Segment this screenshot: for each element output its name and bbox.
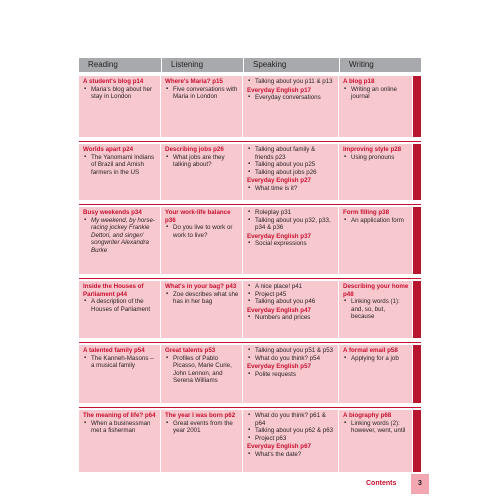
speaking-item: ▪ Talking about you p25 bbox=[247, 161, 335, 169]
everyday-english-item: ▪ What time is it? bbox=[247, 185, 335, 193]
row-divider bbox=[79, 278, 421, 279]
header-writing: Writing bbox=[339, 58, 421, 72]
unit-row-4 bbox=[79, 281, 421, 338]
listening-bullet: ▪ Profiles of Pablo Picasso, Marie Curie, John Lennon, and Serena Williams bbox=[165, 355, 239, 385]
speaking-item: ▪ Talking about you p32, p33, p34 & p36 bbox=[247, 217, 335, 232]
header-listening: Listening bbox=[161, 58, 243, 72]
writing-bullet: ▪ Linking words (1): and, so, but, because bbox=[343, 298, 409, 321]
listening-cell bbox=[161, 144, 243, 200]
header-reading: Reading bbox=[79, 58, 161, 72]
listening-title: Your work-life balance p36 bbox=[165, 209, 231, 224]
writing-cell bbox=[339, 281, 413, 338]
reading-cell bbox=[79, 281, 161, 338]
speaking-item: ▪ Talking about you p51 & p53 bbox=[247, 347, 335, 355]
everyday-english-item: ▪ What's the date? bbox=[247, 451, 335, 459]
unit-color-bar bbox=[413, 76, 421, 137]
everyday-english-item: ▪ Everyday conversations bbox=[247, 94, 335, 102]
everyday-english-title: Everyday English p27 bbox=[247, 177, 311, 185]
reading-bullet: ▪ A description of the Houses of Parliament bbox=[83, 298, 157, 313]
reading-cell bbox=[79, 345, 161, 403]
speaking-item: ▪ Talking about jobs p26 bbox=[247, 169, 335, 177]
reading-cell bbox=[79, 410, 161, 472]
row-divider bbox=[79, 141, 421, 142]
row-divider bbox=[79, 407, 421, 408]
speaking-cell bbox=[243, 144, 339, 200]
speaking-item: ▪ What do you think? p61 & p64 bbox=[247, 412, 335, 427]
reading-cell bbox=[79, 76, 161, 137]
reading-bullet: ▪ Maria's blog about her stay in London bbox=[83, 86, 157, 101]
writing-title: Describing your home p48 bbox=[343, 283, 409, 298]
writing-bullet: ▪ Linking words (2): however, went, until bbox=[343, 420, 409, 435]
speaking-cell bbox=[243, 76, 339, 137]
reading-title: A talented family p54 bbox=[83, 347, 145, 354]
listening-cell bbox=[161, 207, 243, 274]
header-speaking: Speaking bbox=[243, 58, 339, 72]
listening-cell bbox=[161, 76, 243, 137]
speaking-item: ▪ Roleplay p31 bbox=[247, 209, 335, 217]
unit-row-6 bbox=[79, 410, 421, 472]
everyday-english-item: ▪ Numbers and prices bbox=[247, 314, 335, 322]
writing-bullet: ▪ An application form bbox=[343, 217, 409, 225]
writing-bullet: ▪ Using pronouns bbox=[343, 154, 409, 162]
listening-title: The year I was born p62 bbox=[165, 412, 236, 419]
unit-row-5 bbox=[79, 345, 421, 403]
writing-title: Improving style p28 bbox=[343, 146, 402, 153]
everyday-english-item: ▪ Social expressions bbox=[247, 240, 335, 248]
unit-color-bar bbox=[413, 410, 421, 472]
listening-bullet: ▪ Zoe describes what she has in her bag bbox=[165, 291, 239, 306]
listening-title: Where's Maria? p15 bbox=[165, 78, 223, 85]
reading-title: The meaning of life? p64 bbox=[83, 412, 156, 419]
unit-color-bar bbox=[413, 281, 421, 338]
everyday-english-title: Everyday English p57 bbox=[247, 363, 311, 371]
unit-color-bar bbox=[413, 144, 421, 200]
writing-title: A biography p68 bbox=[343, 412, 392, 419]
unit-color-bar bbox=[413, 345, 421, 403]
reading-bullet: ▪ My weekend, by horse-racing jockey Frankie Dettori, and singer/ songwriter Alexandra Burke bbox=[83, 217, 157, 255]
listening-title: Describing jobs p26 bbox=[165, 146, 224, 153]
writing-title: A formal email p58 bbox=[343, 347, 398, 354]
everyday-english-title: Everyday English p47 bbox=[247, 306, 311, 314]
reading-title: Busy weekends p34 bbox=[83, 209, 142, 216]
unit-color-bar bbox=[413, 207, 421, 274]
speaking-item: ▪ Talking about you p11 & p13 bbox=[247, 78, 335, 86]
reading-bullet: ▪ When a businessman met a fisherman bbox=[83, 420, 157, 435]
speaking-item: ▪ Talking about family & friends p23 bbox=[247, 146, 335, 161]
row-divider bbox=[79, 342, 421, 343]
writing-cell bbox=[339, 345, 413, 403]
reading-bullet: ▪ The Kanneh-Masons – a musical family bbox=[83, 355, 157, 370]
everyday-english-title: Everyday English p17 bbox=[247, 86, 311, 94]
footer-contents-label: Contents bbox=[366, 480, 397, 487]
speaking-item: ▪ Project p63 bbox=[247, 435, 335, 443]
listening-cell bbox=[161, 281, 243, 338]
unit-row-2 bbox=[79, 144, 421, 200]
reading-cell bbox=[79, 144, 161, 200]
listening-title: Great talents p53 bbox=[165, 347, 216, 354]
reading-title: Worlds apart p24 bbox=[83, 146, 134, 153]
listening-bullet: ▪ Do you live to work or work to live? bbox=[165, 224, 239, 239]
speaking-item: ▪ Talking about you p62 & p63 bbox=[247, 427, 335, 435]
speaking-item: ▪ What do you think? p54 bbox=[247, 355, 335, 363]
everyday-english-title: Everyday English p37 bbox=[247, 232, 311, 240]
writing-bullet: ▪ Writing an online journal bbox=[343, 86, 409, 101]
listening-cell bbox=[161, 345, 243, 403]
speaking-item: ▪ A nice place! p41 bbox=[247, 283, 335, 291]
speaking-cell bbox=[243, 410, 339, 472]
writing-cell bbox=[339, 144, 413, 200]
reading-cell bbox=[79, 207, 161, 274]
listening-bullet: ▪ What jobs are they talking about? bbox=[165, 154, 239, 169]
unit-row-3 bbox=[79, 207, 421, 274]
unit-row-1 bbox=[79, 76, 421, 137]
reading-title: A student's blog p14 bbox=[83, 78, 144, 85]
page-number: 3 bbox=[411, 474, 429, 494]
writing-cell bbox=[339, 207, 413, 274]
speaking-item: ▪ Talking about you p46 bbox=[247, 298, 335, 306]
speaking-cell bbox=[243, 345, 339, 403]
speaking-item: ▪ Project p45 bbox=[247, 291, 335, 299]
speaking-cell bbox=[243, 207, 339, 274]
speaking-cell bbox=[243, 281, 339, 338]
listening-cell bbox=[161, 410, 243, 472]
listening-bullet: ▪ Five conversations with Maria in London bbox=[165, 86, 239, 101]
writing-cell bbox=[339, 410, 413, 472]
listening-bullet: ▪ Great events from the year 2001 bbox=[165, 420, 239, 435]
everyday-english-item: ▪ Polite requests bbox=[247, 371, 335, 379]
row-divider bbox=[79, 204, 421, 205]
reading-bullet: ▪ The Yanomami Indians of Brazil and Amish farmers in the US bbox=[83, 154, 157, 177]
listening-title: What's in your bag? p43 bbox=[165, 283, 237, 290]
writing-cell bbox=[339, 76, 413, 137]
everyday-english-title: Everyday English p67 bbox=[247, 443, 311, 451]
writing-title: A blog p18 bbox=[343, 78, 375, 85]
writing-title: Form filling p38 bbox=[343, 209, 390, 216]
writing-bullet: ▪ Applying for a job bbox=[343, 355, 409, 363]
reading-title: Inside the Houses of Parliament p44 bbox=[83, 283, 144, 298]
